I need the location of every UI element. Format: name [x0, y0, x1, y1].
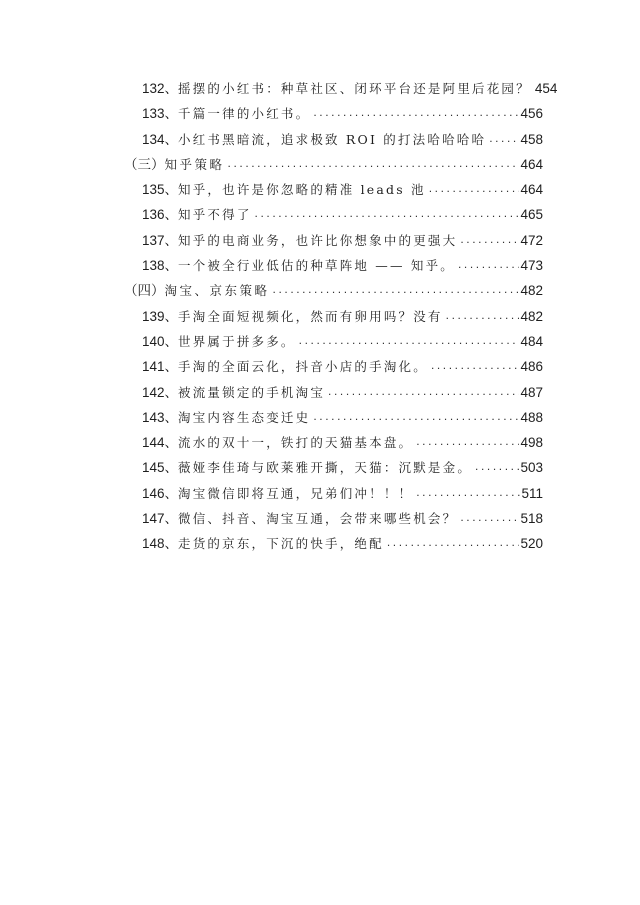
entry-title: 千篇一律的小红书。	[178, 106, 311, 122]
entry-number: 144、	[142, 435, 179, 451]
page-number: 472	[520, 232, 543, 248]
entry-number: 145、	[142, 460, 179, 476]
section-number: （四）	[124, 283, 165, 299]
dot-leader	[328, 379, 519, 404]
dot-leader	[446, 303, 520, 328]
dot-leader	[431, 353, 520, 378]
entry-number: 147、	[142, 511, 179, 527]
entry-title: 知乎的电商业务，也许比你想象中的更强大	[178, 232, 458, 248]
toc-entry-146[interactable]	[0, 481, 543, 506]
toc-entry-142[interactable]	[0, 380, 543, 405]
page-number: 520	[520, 536, 543, 552]
entry-number: 146、	[142, 485, 179, 501]
page-number: 503	[520, 460, 543, 476]
entry-number: 135、	[142, 182, 179, 198]
entry-number: 138、	[142, 258, 179, 274]
page-number: 464	[520, 182, 543, 198]
entry-number: 136、	[142, 207, 179, 223]
toc-entry-145[interactable]	[0, 455, 543, 480]
dot-leader	[273, 277, 520, 302]
entry-number: 139、	[142, 308, 179, 324]
entry-title: 手淘全面短视频化，然而有卵用吗？没有	[178, 308, 443, 324]
toc-entry-139[interactable]	[0, 304, 543, 329]
entry-number: 134、	[142, 131, 179, 147]
page-number: 486	[520, 359, 543, 375]
page-number: 488	[520, 409, 543, 425]
entry-number: 143、	[142, 409, 179, 425]
toc-entry-141[interactable]	[0, 354, 543, 379]
dot-leader	[458, 252, 519, 277]
entry-title: 一个被全行业低估的种草阵地 —— 知乎。	[178, 258, 455, 274]
page-number: 454	[534, 81, 558, 96]
entry-number: 132、	[142, 81, 179, 96]
page-number: 484	[520, 333, 543, 349]
entry-number: 133、	[142, 106, 179, 122]
toc-entry-148[interactable]	[0, 531, 543, 556]
dot-leader	[228, 151, 520, 176]
dot-leader	[313, 100, 519, 125]
entry-title: 微信、抖音、淘宝互通，会带来哪些机会？	[178, 511, 458, 527]
section-number: （三）	[124, 156, 165, 172]
dot-leader	[460, 505, 519, 530]
page-number: 498	[520, 435, 543, 451]
entry-title: 薇娅李佳琦与欧莱雅开撕，天猫：沉默是金。	[178, 460, 473, 476]
dot-leader	[416, 480, 520, 505]
dot-leader	[460, 227, 519, 252]
entry-title: 手淘的全面云化，抖音小店的手淘化。	[178, 359, 428, 375]
toc-section-zhihu[interactable]	[0, 152, 543, 177]
entry-title: 流水的双十一，铁打的天猫基本盘。	[178, 435, 414, 451]
toc-entry-137[interactable]	[0, 228, 543, 253]
toc-entry-135[interactable]	[0, 177, 543, 202]
dot-leader	[387, 530, 520, 555]
dot-leader	[313, 404, 519, 429]
page-number: 487	[520, 384, 543, 400]
entry-title: 淘宝内容生态变迁史	[178, 409, 311, 425]
page-number: 458	[520, 131, 543, 147]
entry-title: 走货的京东，下沉的快手，绝配	[178, 536, 384, 552]
section-title: 知乎策略	[164, 156, 225, 172]
entry-number: 140、	[142, 333, 179, 349]
entry-title: 世界属于拼多多。	[178, 333, 296, 349]
entry-number: 137、	[142, 232, 179, 248]
entry-title: 淘宝微信即将互通，兄弟们冲！！！	[178, 485, 414, 501]
toc-entry-144[interactable]	[0, 430, 543, 455]
page-number: 518	[520, 511, 543, 527]
entry-title: 知乎，也许是你忽略的精准 leads 池	[178, 182, 426, 198]
dot-leader	[489, 126, 519, 151]
dot-leader	[416, 429, 519, 454]
entry-title: 知乎不得了	[178, 207, 252, 223]
toc-entry-147[interactable]	[0, 506, 543, 531]
toc-entry-133[interactable]	[0, 101, 543, 126]
entry-title: 小红书黑暗流，追求极致 ROI 的打法哈哈哈哈	[178, 131, 487, 147]
toc-entry-136[interactable]	[0, 202, 543, 227]
entry-number: 148、	[142, 536, 179, 552]
entry-number: 141、	[142, 359, 179, 375]
page-number: 456	[520, 106, 543, 122]
toc-entry-132[interactable]	[0, 76, 558, 101]
dot-leader	[299, 328, 520, 353]
page-number: 473	[520, 258, 543, 274]
page-number: 464	[520, 156, 543, 172]
page-number: 482	[520, 308, 543, 324]
toc-entry-134[interactable]	[0, 127, 543, 152]
entry-number: 142、	[142, 384, 179, 400]
toc-entry-143[interactable]	[0, 405, 543, 430]
page-number: 511	[521, 485, 543, 501]
toc-section-taobao-jd[interactable]	[0, 278, 543, 303]
entry-title: 被流量锁定的手机淘宝	[178, 384, 326, 400]
page-number: 482	[520, 283, 543, 299]
entry-title: 摇摆的小红书：种草社区、闭环平台还是阿里后花园？	[178, 81, 531, 96]
table-of-contents	[0, 76, 640, 557]
toc-entry-140[interactable]	[0, 329, 543, 354]
toc-entry-138[interactable]	[0, 253, 543, 278]
dot-leader	[429, 176, 520, 201]
dot-leader	[475, 454, 519, 479]
page-number: 465	[520, 207, 543, 223]
dot-leader	[255, 201, 520, 226]
section-title: 淘宝、京东策略	[164, 283, 270, 299]
